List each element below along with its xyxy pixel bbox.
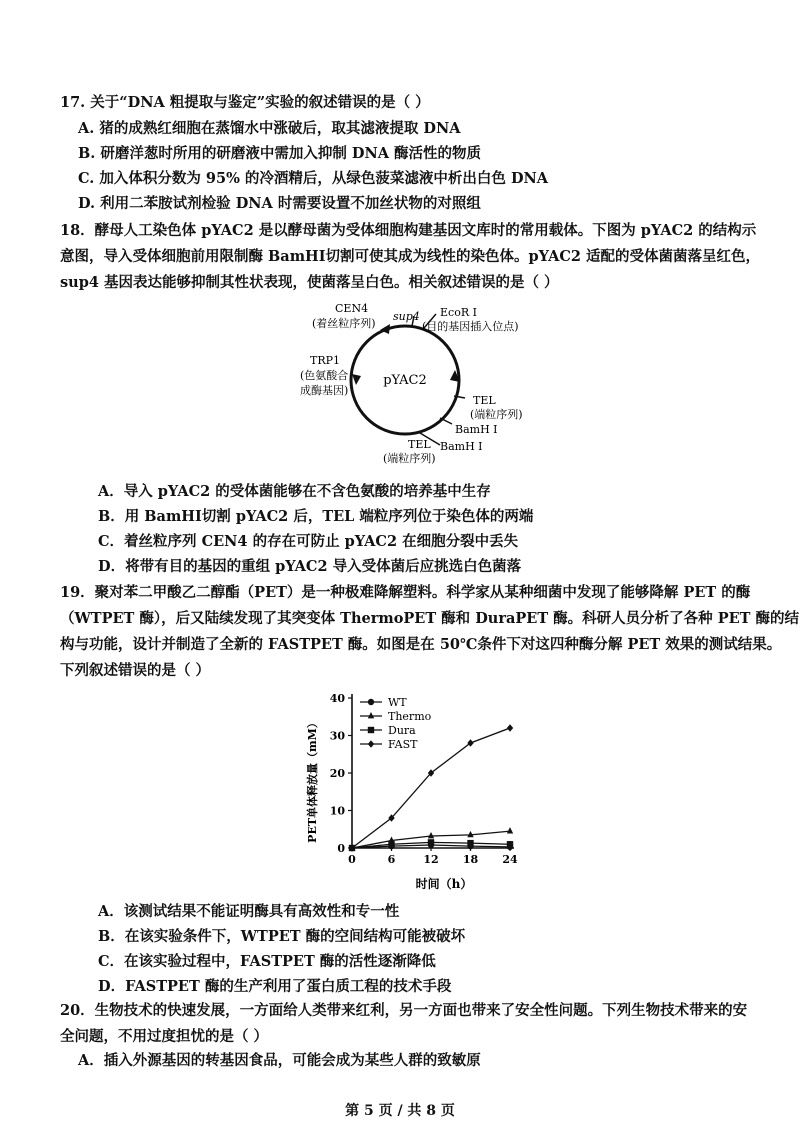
x-tick-label: 18	[462, 853, 479, 866]
q19-option-c: C．在该实验过程中，FASTPET 酶的活性逐渐降低	[98, 953, 436, 970]
q18-option-b: B．用 BamHI切割 pYAC2 后，TEL 端粒序列位于染色体的两端	[98, 508, 534, 525]
q19-option-b: B．在该实验条件下，WTPET 酶的空间结构可能被破坏	[98, 928, 466, 945]
y-tick-label: 0	[337, 842, 345, 855]
tel-right-desc: (端粒序列)	[470, 408, 523, 421]
q19-stem	[60, 582, 800, 682]
series-line-fast	[352, 728, 510, 848]
x-tick-label: 24	[502, 853, 518, 866]
q18-stem	[60, 220, 760, 294]
q18-stem-line-1: 18．酵母人工染色体 pYAC2 是以酵母菌为受体细胞构建基因文库时的常用载体。下图为 pYAC2 的结构示	[60, 222, 757, 239]
q17-option-b: B. 研磨洋葱时所用的研磨液中需加入抑制 DNA 酶活性的物质	[78, 145, 482, 162]
q20-stem-line-2: 全问题，不用过度担忧的是（ ）	[60, 1028, 269, 1045]
legend-label-wt: WT	[388, 696, 407, 709]
q19-stem-line-2: （WTPET 酶），后又陆续发现了其突变体 ThermoPET 酶和 DuraPET 酶。科研人员分析了各种 PET 酶的结	[60, 610, 800, 627]
q18-stem-line-3: sup4 基因表达能够抑制其性状表现，使菌落呈白色。相关叙述错误的是（ ）	[60, 274, 559, 291]
q20-option-a: A．插入外源基因的转基因食品，可能会成为某些人群的致敏原	[78, 1052, 481, 1069]
q19-stem-line-4: 下列叙述错误的是（ ）	[60, 662, 211, 679]
q17-stem: 17. 关于“DNA 粗提取与鉴定”实验的叙述错误的是（ ）	[60, 94, 430, 111]
q18-option-d: D．将带有目的基因的重组 pYAC2 导入受体菌后应挑选白色菌落	[98, 558, 522, 575]
bamh-right-label: BamH Ⅰ	[455, 423, 498, 436]
page-footer: 第 5 页 / 共 8 页	[345, 1103, 455, 1119]
tel-bottom-desc: (端粒序列)	[383, 452, 436, 465]
data-point-wt	[467, 843, 473, 849]
q17-option-a: A. 猪的成熟红细胞在蒸馏水中涨破后，取其滤液提取 DNA	[78, 120, 461, 137]
data-point-wt	[507, 844, 513, 850]
q18-option-c: C．着丝粒序列 CEN4 的存在可防止 pYAC2 在细胞分裂中丢失	[98, 533, 519, 550]
data-point-wt	[428, 842, 434, 848]
data-point-thermo	[507, 827, 513, 833]
trp1-label: TRP1	[310, 354, 341, 367]
ecor-label: EcoR Ⅰ	[440, 306, 477, 319]
y-tick-label: 10	[329, 804, 345, 818]
q19-option-a: A．该测试结果不能证明酶具有高效性和专一性	[98, 903, 400, 920]
chart-ylabel: PET单体释放量（mM）	[306, 717, 319, 843]
bamh-bottom-label: BamH Ⅰ	[440, 440, 483, 453]
cen4-desc: (着丝粒序列)	[312, 317, 376, 330]
x-tick-label: 0	[348, 853, 356, 866]
legend-label-thermo: Thermo	[388, 710, 432, 723]
legend-label-dura: Dura	[388, 724, 416, 737]
tel-bottom-label: TEL	[408, 438, 431, 451]
sup4-label: sup4	[393, 310, 420, 323]
cen4-label: CEN4	[335, 302, 369, 315]
data-point-wt	[349, 845, 355, 851]
q19-stem-line-1: 19．聚对苯二甲酸乙二醇酯（PET）是一种极难降解塑料。科学家从某种细菌中发现了能够降解 PET 的酶	[60, 584, 751, 601]
trp1-desc-2: 成酶基因)	[300, 384, 349, 397]
plasmid-center-label: pYAC2	[383, 373, 427, 388]
trp1-desc-1: (色氨酸合	[300, 369, 349, 382]
legend-label-fast: FAST	[388, 738, 418, 751]
y-tick-label: 30	[329, 729, 345, 743]
legend-marker	[368, 712, 374, 718]
data-point-fast	[507, 724, 513, 731]
pet-release-chart	[300, 690, 540, 895]
y-tick-label: 20	[329, 767, 345, 780]
legend-marker	[368, 699, 374, 705]
data-point-wt	[388, 843, 394, 849]
legend-marker	[368, 727, 374, 733]
data-point-fast	[467, 739, 473, 746]
tel-right-label: TEL	[473, 394, 496, 407]
q18-stem-line-2: 意图，导入受体细胞前用限制酶 BamHI切割可使其成为线性的染色体。pYAC2 适配的受体菌菌落呈红色，	[60, 248, 761, 265]
q19-option-d: D．FASTPET 酶的生产利用了蛋白质工程的技术手段	[98, 978, 452, 995]
chart-legend	[360, 696, 432, 751]
arrow-left	[352, 374, 361, 385]
x-tick-label: 12	[423, 853, 439, 866]
q17-option-c: C. 加入体积分数为 95% 的冷酒精后，从绿色菠菜滤液中析出白色 DNA	[78, 170, 549, 187]
q17-option-d: D. 利用二苯胺试剂检验 DNA 时需要设置不加丝状物的对照组	[78, 195, 481, 212]
ecor-desc: (目的基因插入位点)	[422, 320, 519, 333]
x-tick-label: 6	[387, 853, 396, 866]
data-point-thermo	[428, 832, 434, 838]
q20-stem	[60, 1000, 760, 1048]
q18-option-a: A．导入 pYAC2 的受体菌能够在不含色氨酸的培养基中生存	[98, 483, 491, 500]
y-tick-label: 40	[329, 692, 345, 705]
q20-stem-line-1: 20．生物技术的快速发展，一方面给人类带来红利，另一方面也带来了安全性问题。下列生物技术带来的安	[60, 1002, 748, 1019]
legend-marker	[368, 740, 374, 747]
pyac2-diagram	[290, 300, 550, 470]
q19-stem-line-3: 构与功能，设计并制造了全新的 FASTPET 酶。如图是在 50℃条件下对这四种酶分解 PET 效果的测试结果。	[60, 636, 782, 653]
chart-xlabel: 时间（h）	[415, 877, 473, 891]
